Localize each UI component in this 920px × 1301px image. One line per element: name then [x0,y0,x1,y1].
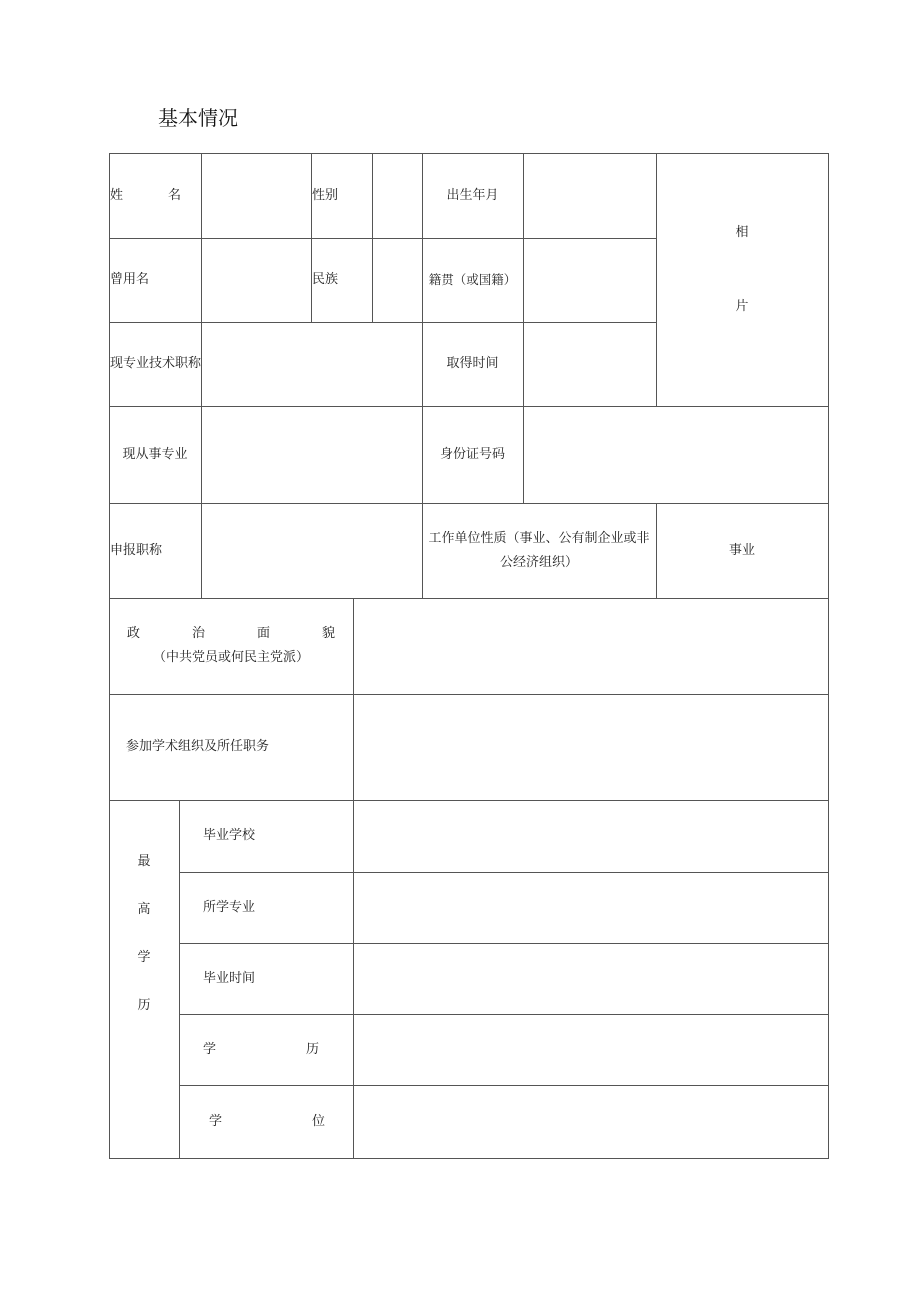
edu-char: 历 [137,998,151,1013]
gender-field[interactable] [372,153,423,239]
degree-field[interactable] [353,1085,829,1159]
obtained-time-field[interactable] [523,322,657,407]
grad-time-field[interactable] [353,943,829,1015]
applied-title-label: 申报职称 [109,503,202,599]
grad-time-label: 毕业时间 [179,943,354,1015]
political-char: 治 [191,626,205,641]
highest-education-label [109,800,180,1159]
degree-label [179,1085,354,1159]
current-major-label: 现从事专业 [109,406,202,504]
degree-level-char: 学 [203,1041,217,1057]
political-char: 貌 [321,626,335,641]
birth-label: 出生年月 [422,153,524,239]
unit-nature-label: 工作单位性质（事业、公有制企业或非公经济组织） [422,503,657,599]
degree-level-field[interactable] [353,1014,829,1086]
degree-level-label [179,1014,354,1086]
political-label [109,598,354,695]
ethnicity-label: 民族 [311,238,373,323]
name-label-a: 姓 [110,187,124,203]
school-label: 毕业学校 [179,800,354,873]
political-note: （中共党员或何民主党派） [152,650,309,665]
name-field[interactable] [201,153,312,239]
degree-level-char: 历 [305,1041,319,1057]
photo-box[interactable] [656,153,829,407]
studied-major-field[interactable] [353,872,829,944]
ethnicity-field[interactable] [372,238,423,323]
applied-title-field[interactable] [201,503,423,599]
current-title-label: 现专业技术职称 [109,322,202,407]
id-number-label: 身份证号码 [422,406,524,504]
current-title-field[interactable] [201,322,423,407]
native-place-field[interactable] [523,238,657,323]
edu-char: 最 [137,854,151,869]
political-char: 政 [127,626,141,641]
edu-char: 高 [137,902,151,917]
photo-label-b: 片 [735,298,749,314]
current-major-field[interactable] [201,406,423,504]
page-title: 基本情况 [158,106,238,130]
native-place-label: 籍贯（或国籍） [422,238,524,323]
political-char: 面 [256,626,270,641]
obtained-time-label: 取得时间 [422,322,524,407]
birth-field[interactable] [523,153,657,239]
name-label-b: 名 [167,187,181,203]
school-field[interactable] [353,800,829,873]
name-label [109,153,202,239]
political-label-main [127,622,335,646]
unit-nature-value[interactable]: 事业 [656,503,829,599]
gender-label: 性别 [311,153,373,239]
photo-label-a: 相 [735,224,749,240]
political-field[interactable] [353,598,829,695]
edu-char: 学 [137,950,151,965]
degree-char: 学 [209,1113,223,1129]
former-name-field[interactable] [201,238,312,323]
id-number-field[interactable] [523,406,829,504]
former-name-label: 曾用名 [109,238,202,323]
academic-org-field[interactable] [353,694,829,801]
studied-major-label: 所学专业 [179,872,354,944]
academic-org-label: 参加学术组织及所任职务 [109,694,354,801]
degree-char: 位 [311,1113,325,1129]
